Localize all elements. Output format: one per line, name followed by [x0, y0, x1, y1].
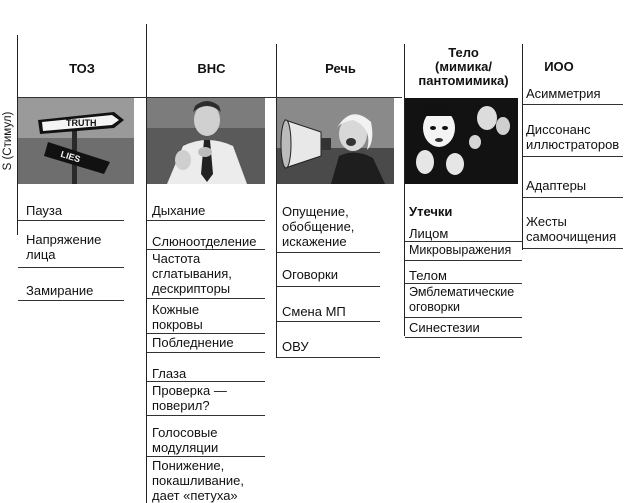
divider: [405, 241, 522, 242]
divider: [523, 197, 623, 198]
header-toz: ТОЗ: [69, 61, 95, 76]
vns-item-voice: Голосовые модуляции: [152, 425, 219, 455]
body-item-synesthesia: Синестезии: [409, 320, 480, 335]
sign-lies: LIES: [59, 148, 82, 165]
ioo-item-adapters: Адаптеры: [526, 178, 587, 193]
divider: [522, 44, 523, 250]
divider: [405, 260, 522, 261]
vns-item-pallor: Побледнение: [152, 335, 234, 350]
divider: [18, 300, 124, 301]
photo-megaphone-woman: [277, 98, 394, 184]
stimulus-label: S (Стимул): [2, 111, 14, 171]
vns-item-salivation: Слюноотделение: [152, 234, 257, 249]
divider: [147, 456, 265, 457]
divider: [276, 44, 277, 358]
speech-item-ovu: ОВУ: [282, 339, 309, 354]
divider: [405, 317, 522, 318]
photo-mimes: [405, 98, 518, 184]
divider: [147, 220, 265, 221]
photo-sweating-man: [147, 98, 265, 184]
divider: [147, 352, 265, 353]
divider: [18, 220, 124, 221]
vns-item-check: Проверка — поверил?: [152, 383, 227, 413]
divider: [277, 252, 380, 253]
ioo-item-self-cleaning: Жесты самоочищения: [526, 214, 617, 244]
body-item-face: Лицом: [409, 226, 449, 241]
megaphone-woman-illustration: [277, 98, 394, 184]
divider: [147, 415, 265, 416]
header-ioo: ИОО: [544, 59, 574, 74]
ioo-item-asymmetry: Асимметрия: [526, 86, 601, 101]
vns-item-skin: Кожные покровы: [152, 302, 203, 332]
toz-item-face-tension: Напряжение лица: [26, 232, 102, 262]
divider: [523, 104, 623, 105]
divider: [523, 248, 623, 249]
speech-item-mp-change: Смена МП: [282, 304, 346, 319]
speech-item-omission: Опущение, обобщение, искажение: [282, 204, 355, 249]
vns-item-eyes: Глаза: [152, 366, 187, 381]
divider: [405, 283, 522, 284]
divider: [277, 357, 380, 358]
divider: [147, 381, 265, 382]
mimes-illustration: [405, 98, 518, 184]
ioo-item-dissonance: Диссонанс иллюстраторов: [526, 122, 620, 152]
vns-item-lowering: Понижение, покашливание, дает «петуха»: [152, 458, 245, 503]
body-item-emblematic: Эмблематические оговорки: [409, 285, 515, 314]
body-item-microexpressions: Микровыражения: [409, 243, 512, 257]
divider: [277, 286, 380, 287]
body-item-body: Телом: [409, 268, 447, 283]
header-speech: Речь: [325, 61, 356, 76]
sign-truth: TRUTH: [66, 118, 97, 128]
vns-item-breathing: Дыхание: [152, 203, 206, 218]
toz-item-pause: Пауза: [26, 203, 63, 218]
vns-item-swallowing: Частота сглатывания, дескрипторы: [152, 251, 232, 296]
divider: [277, 321, 380, 322]
divider: [146, 24, 147, 503]
divider: [147, 298, 265, 299]
sweating-man-illustration: [147, 98, 265, 184]
divider: [405, 337, 522, 338]
divider: [147, 249, 265, 250]
header-vns: ВНС: [197, 61, 226, 76]
divider: [523, 156, 623, 157]
toz-item-freeze: Замирание: [26, 283, 94, 298]
speech-item-slips: Оговорки: [282, 267, 338, 282]
divider: [18, 267, 124, 268]
divider: [147, 333, 265, 334]
header-body: Тело (мимика/ пантомимика): [418, 45, 509, 88]
truth-lies-sign-illustration: [18, 98, 134, 184]
photo-truth-lies-sign: [18, 98, 134, 184]
body-item-leaks: Утечки: [409, 204, 453, 219]
